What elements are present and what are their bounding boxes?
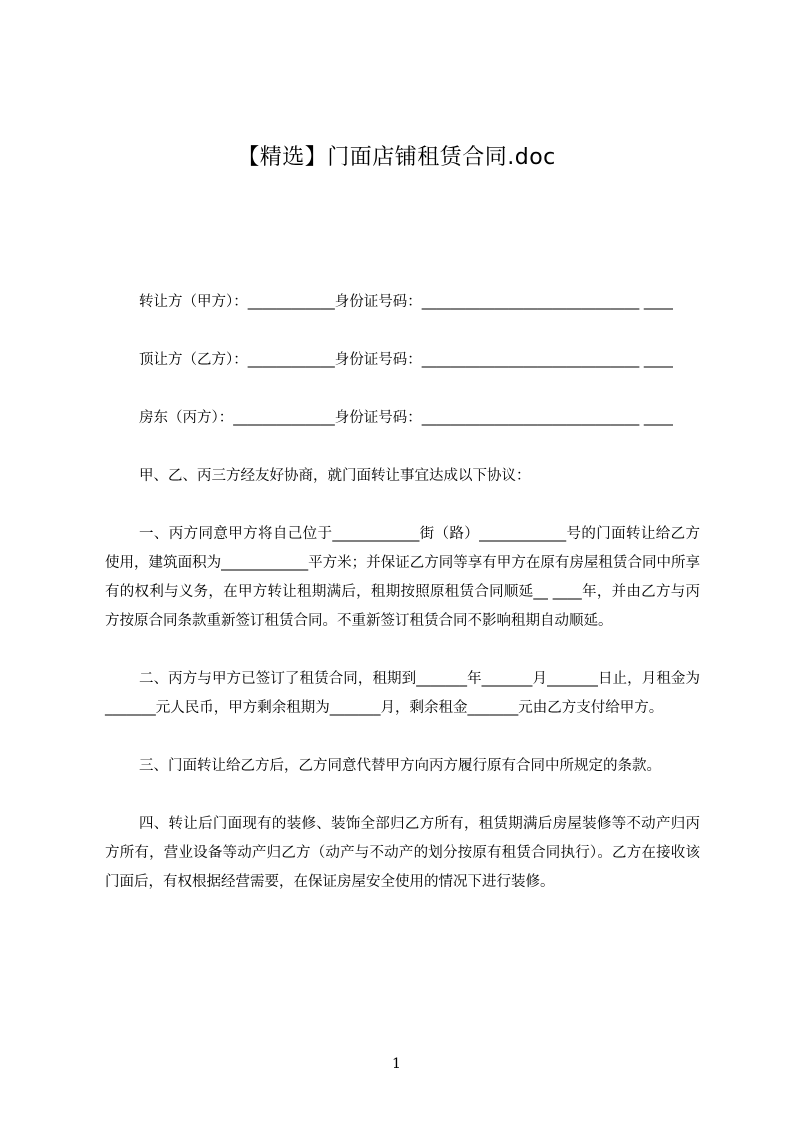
document-body [105, 288, 700, 897]
party-c-line: 房东（丙方）：______________身份证号码：______________________________ ____ [139, 410, 673, 426]
document-title: 【精选】门面店铺租赁合同.doc [237, 145, 556, 170]
clause-3: 三、门面转让给乙方后，乙方同意代替甲方向丙方履行原有合同中所规定的条款。 [139, 758, 661, 774]
party-a-line: 转让方（甲方）：____________身份证号码：______________________________ ____ [139, 294, 673, 310]
clause-1: 一、丙方同意甲方将自己位于____________街（路）____________号的门面转让给乙方使用，建筑面积为____________平方米；并保证乙方同等享有甲方在原有房屋租赁合同中所享有的权利与义务，在甲方转让租期满后，租期按照原租赁合同顺延__ ____年，并由乙方与丙方按原合同条款重新签订租赁合同。不重新签订租赁合同不影响租期自动顺延。 [105, 526, 700, 629]
agreement-intro: 甲、乙、丙三方经友好协商，就门面转让事宜达成以下协议： [139, 468, 531, 484]
clause-2: 二、丙方与甲方已签订了租赁合同，租期到_______年_______月_______日止，月租金为_______元人民币，甲方剩余租期为_______月，剩余租金_______元由乙方支付给甲方。 [105, 671, 700, 716]
page-number: 1 [392, 1056, 401, 1072]
clause-4: 四、转让后门面现有的装修、装饰全部归乙方所有，租赁期满后房屋装修等不动产归丙方所有，营业设备等动产归乙方（动产与不动产的划分按原有租赁合同执行）。乙方在接收该门面后，有权根据经营需要，在保证房屋安全使用的情况下进行装修。 [105, 816, 700, 890]
party-b-line: 顶让方（乙方）：____________身份证号码：______________________________ ____ [139, 352, 673, 368]
